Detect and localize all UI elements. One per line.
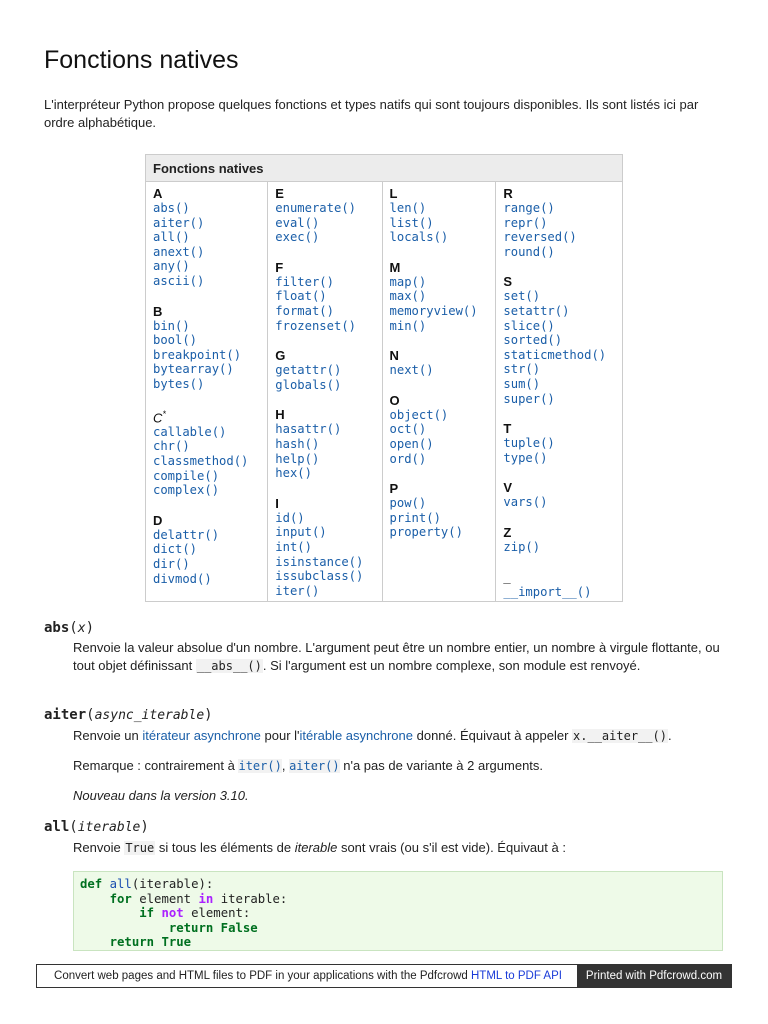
function-link[interactable]: map() bbox=[389, 274, 427, 289]
text: pour l' bbox=[260, 728, 300, 743]
group-letter: E bbox=[275, 186, 284, 201]
letter-group bbox=[390, 348, 489, 378]
function-link[interactable]: round() bbox=[503, 244, 555, 259]
text: . Si l'argument est un nombre complexe, son module est renvoyé. bbox=[262, 658, 641, 673]
function-link[interactable]: set() bbox=[503, 289, 541, 304]
text: Remarque : contrairement à bbox=[73, 758, 239, 773]
function-link[interactable]: range() bbox=[503, 201, 555, 215]
table-row bbox=[146, 182, 623, 602]
group-letter: P bbox=[389, 481, 399, 497]
all-signature: all(iterable) bbox=[44, 819, 149, 835]
function-link[interactable]: next() bbox=[389, 363, 434, 378]
function-link[interactable]: id() bbox=[275, 510, 305, 525]
function-link[interactable]: abs() bbox=[153, 201, 190, 215]
function-link[interactable]: ord() bbox=[389, 451, 427, 466]
function-link[interactable]: filter() bbox=[275, 274, 334, 289]
text: . bbox=[667, 728, 672, 743]
letter-group bbox=[153, 304, 260, 392]
keyword: def bbox=[80, 877, 103, 891]
constant: False bbox=[220, 920, 258, 935]
function-link[interactable]: oct() bbox=[389, 422, 427, 437]
function-link[interactable]: max() bbox=[389, 289, 427, 304]
letter-group bbox=[275, 496, 374, 599]
code-text: iterable: bbox=[213, 891, 288, 906]
function-link[interactable]: aiter() bbox=[153, 215, 205, 230]
function-name: aiter bbox=[44, 707, 87, 723]
constant: True bbox=[161, 935, 192, 950]
code-block bbox=[73, 871, 723, 951]
group-letter: F bbox=[275, 259, 284, 275]
function-link[interactable]: str() bbox=[503, 362, 541, 377]
operator: in bbox=[198, 891, 214, 906]
function-link[interactable]: exec() bbox=[275, 230, 320, 245]
function-link[interactable]: float() bbox=[275, 289, 327, 304]
function-link[interactable]: bytearray() bbox=[153, 362, 234, 377]
group-letter: R bbox=[503, 186, 513, 201]
keyword: for bbox=[109, 891, 132, 906]
function-link[interactable]: globals() bbox=[275, 377, 342, 392]
index-column bbox=[496, 182, 623, 602]
function-link[interactable]: bool() bbox=[153, 333, 198, 348]
function-link[interactable]: int() bbox=[275, 539, 312, 554]
letter-group bbox=[390, 393, 489, 466]
table-header: Fonctions natives bbox=[146, 155, 623, 182]
function-link[interactable]: vars() bbox=[503, 495, 548, 510]
index-column bbox=[146, 182, 268, 602]
group-letter: S bbox=[503, 274, 513, 290]
letter-group bbox=[275, 260, 374, 333]
letter-group bbox=[275, 348, 374, 392]
letter-group bbox=[275, 186, 374, 245]
code-text: (iterable): bbox=[131, 877, 214, 891]
function-link[interactable]: dict() bbox=[153, 542, 198, 557]
function-link[interactable]: object() bbox=[389, 407, 449, 422]
function-link[interactable]: locals() bbox=[389, 230, 449, 245]
function-name: all bbox=[44, 819, 70, 835]
footnote-marker: * bbox=[162, 408, 166, 419]
text: donné. Équivaut à appeler bbox=[413, 728, 573, 743]
inline-code: __abs__() bbox=[196, 659, 262, 673]
function-link[interactable]: divmod() bbox=[153, 571, 212, 586]
function-link[interactable]: enumerate() bbox=[275, 201, 356, 215]
function-link[interactable]: complex() bbox=[153, 483, 220, 498]
html-to-pdf-api-link[interactable]: HTML to PDF API bbox=[471, 970, 562, 982]
text: si tous les éléments de bbox=[155, 840, 295, 855]
letter-group bbox=[153, 513, 260, 586]
letter-group bbox=[275, 407, 374, 480]
function-link[interactable]: ascii() bbox=[153, 273, 205, 288]
group-letter: N bbox=[389, 348, 399, 364]
group-letter: G bbox=[275, 348, 286, 364]
function-link[interactable]: print() bbox=[389, 510, 441, 525]
text: Renvoie la valeur absolue d'un nombre. L'argument peut être un nombre entier, un nombre à virgule flottante, ou tout objet définissant bbox=[73, 640, 720, 673]
function-link[interactable]: list() bbox=[389, 215, 434, 230]
function-link[interactable]: frozenset() bbox=[275, 318, 356, 333]
text: sont vrais (ou s'il est vide). Équivaut à : bbox=[337, 840, 566, 855]
function-link[interactable]: compile() bbox=[153, 468, 220, 483]
group-letter: D bbox=[153, 512, 163, 528]
function-link[interactable]: all() bbox=[153, 230, 190, 245]
group-letter: I bbox=[275, 495, 279, 511]
letter-group bbox=[503, 421, 615, 465]
function-link[interactable]: sorted() bbox=[503, 333, 563, 348]
function-link[interactable]: anext() bbox=[153, 244, 205, 259]
keyword: if bbox=[139, 906, 155, 921]
code-text: element: bbox=[183, 906, 251, 921]
function-link[interactable]: min() bbox=[389, 318, 427, 333]
function-link[interactable]: eval() bbox=[275, 215, 320, 230]
letter-group bbox=[503, 186, 615, 259]
printed-with-badge: Printed with Pdfcrowd.com bbox=[577, 965, 731, 987]
function-param: async_iterable bbox=[94, 708, 205, 723]
emphasis: iterable bbox=[294, 840, 338, 855]
function-link[interactable]: any() bbox=[153, 259, 190, 274]
text: Renvoie bbox=[73, 840, 125, 855]
function-name: abs bbox=[44, 620, 70, 636]
builtins-index-table bbox=[145, 154, 623, 602]
function-link[interactable]: delattr() bbox=[153, 527, 220, 542]
text: Convert web pages and HTML files to PDF in your applications with the Pdfcrowd bbox=[54, 970, 471, 982]
builtin-name: all bbox=[109, 877, 132, 891]
letter-group bbox=[390, 186, 489, 245]
function-link[interactable]: tuple() bbox=[503, 436, 555, 451]
function-link[interactable]: bin() bbox=[153, 318, 190, 333]
async-iterable-link[interactable]: itérable asynchrone bbox=[299, 728, 413, 743]
function-link[interactable]: getattr() bbox=[275, 363, 342, 378]
function-link[interactable]: type() bbox=[503, 450, 548, 465]
function-link[interactable]: isinstance() bbox=[275, 554, 364, 569]
text: Renvoie un bbox=[73, 728, 143, 743]
text: n'a pas de variante à 2 arguments. bbox=[339, 758, 544, 773]
async-iterator-link[interactable]: itérateur asynchrone bbox=[142, 728, 261, 743]
keyword: return bbox=[168, 920, 214, 935]
letter-group bbox=[153, 186, 260, 289]
group-letter: T bbox=[503, 421, 512, 437]
function-link[interactable]: classmethod() bbox=[153, 454, 249, 469]
group-letter: V bbox=[503, 480, 513, 496]
function-link[interactable]: dir() bbox=[153, 557, 190, 572]
function-link[interactable]: callable() bbox=[153, 424, 227, 439]
group-letter: _ bbox=[503, 569, 511, 585]
letter-group bbox=[503, 525, 615, 555]
function-link[interactable]: open() bbox=[389, 436, 434, 451]
all-description bbox=[73, 839, 723, 857]
function-link[interactable]: pow() bbox=[389, 496, 427, 511]
operator: not bbox=[161, 906, 184, 921]
keyword: return bbox=[109, 935, 155, 950]
group-letter: L bbox=[389, 186, 398, 201]
index-column bbox=[268, 182, 382, 602]
group-letter: B bbox=[153, 303, 163, 319]
inline-code: True bbox=[125, 841, 155, 855]
function-link[interactable]: bytes() bbox=[153, 376, 205, 391]
function-link[interactable]: issubclass() bbox=[275, 569, 364, 584]
iter-link[interactable]: iter() bbox=[238, 759, 282, 773]
function-link[interactable]: super() bbox=[503, 391, 555, 406]
version-note: Nouveau dans la version 3.10. bbox=[73, 788, 249, 803]
abs-signature: abs(x) bbox=[44, 620, 94, 636]
pdf-footer bbox=[36, 964, 732, 988]
group-letter: A bbox=[153, 186, 163, 201]
group-letter: O bbox=[389, 392, 400, 408]
function-link[interactable]: iter() bbox=[275, 583, 320, 598]
text: , bbox=[281, 758, 290, 773]
function-link[interactable]: hash() bbox=[275, 436, 320, 451]
index-column bbox=[382, 182, 496, 602]
intro-paragraph: L'interpréteur Python propose quelques fonctions et types natifs qui sont toujours disponibles. Ils sont listés ici par ordre alphabétique. bbox=[44, 97, 699, 130]
letter-group bbox=[503, 274, 615, 406]
letter-group bbox=[390, 481, 489, 540]
function-link[interactable]: slice() bbox=[503, 318, 555, 333]
function-link[interactable]: setattr() bbox=[503, 303, 570, 318]
letter-group bbox=[503, 480, 615, 510]
letter-group bbox=[503, 570, 615, 600]
letter-group bbox=[390, 260, 489, 333]
aiter-signature: aiter(async_iterable) bbox=[44, 707, 213, 723]
group-letter: C* bbox=[153, 408, 166, 425]
function-param: x bbox=[77, 621, 86, 636]
function-link[interactable]: memoryview() bbox=[389, 303, 478, 318]
group-letter: Z bbox=[503, 524, 512, 540]
function-link[interactable]: len() bbox=[389, 201, 427, 215]
page-title: Fonctions natives bbox=[44, 46, 239, 74]
letter-group bbox=[153, 407, 260, 498]
function-link[interactable]: help() bbox=[275, 451, 320, 466]
function-link[interactable]: input() bbox=[275, 525, 327, 540]
function-link[interactable]: reversed() bbox=[503, 230, 577, 245]
aiter-description bbox=[73, 727, 723, 745]
function-link[interactable]: sum() bbox=[503, 376, 541, 391]
group-letter: M bbox=[389, 259, 401, 275]
function-link[interactable]: staticmethod() bbox=[503, 347, 607, 362]
function-link[interactable]: __import__() bbox=[503, 584, 592, 599]
code-text: element bbox=[131, 891, 199, 906]
function-link[interactable]: zip() bbox=[503, 539, 541, 554]
footer-text bbox=[37, 965, 579, 987]
function-link[interactable]: hasattr() bbox=[275, 422, 342, 437]
function-param: iterable bbox=[77, 820, 141, 835]
group-letter: H bbox=[275, 407, 285, 423]
function-link[interactable]: breakpoint() bbox=[153, 347, 242, 362]
function-link[interactable]: chr() bbox=[153, 439, 190, 454]
function-link[interactable]: hex() bbox=[275, 466, 312, 481]
function-link[interactable]: format() bbox=[275, 303, 334, 318]
aiter-note bbox=[73, 757, 723, 775]
function-link[interactable]: property() bbox=[389, 525, 463, 540]
aiter-link[interactable]: aiter() bbox=[289, 759, 340, 773]
abs-description bbox=[73, 639, 723, 675]
function-link[interactable]: repr() bbox=[503, 215, 548, 230]
inline-code: x.__aiter__() bbox=[573, 729, 667, 743]
